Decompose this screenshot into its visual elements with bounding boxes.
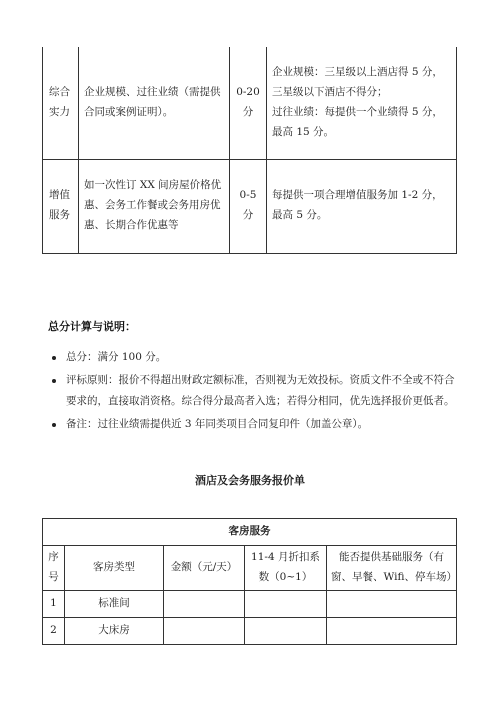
scoring-table: [42, 47, 457, 254]
table-row: [43, 617, 457, 644]
column-header: 11-4 月折扣系数（0~1）: [245, 546, 327, 591]
score-cell: 0-5分: [230, 159, 267, 253]
service-cell[interactable]: [327, 617, 457, 644]
scoring-row: [43, 159, 457, 253]
rule-line: 过往业绩：每提供一个业绩得 5 分，最高 15 分。: [272, 105, 443, 138]
row-number: 2: [43, 617, 65, 644]
criterion-cell: 增值服务: [43, 159, 79, 253]
scoring-row: [43, 47, 457, 159]
list-item: 备注：过往业绩需提供近 3 年同类项目合同复印件（加盖公章）。: [48, 414, 458, 435]
column-header: 金额（元/天）: [164, 546, 245, 591]
rule-cell: [267, 47, 457, 159]
list-item: 评标原则：报价不得超出财政定额标准，否则视为无效投标。资质文件不全或不符合要求的，直接取消资格。综合得分最高者入选；若得分相同，优先选择报价更低者。: [48, 370, 458, 412]
caption-row: [43, 519, 457, 546]
service-cell[interactable]: [327, 590, 457, 617]
amount-cell[interactable]: [164, 617, 245, 644]
amount-cell[interactable]: [164, 590, 245, 617]
discount-cell[interactable]: [245, 617, 327, 644]
rule-cell: [267, 159, 457, 253]
quote-title: 酒店及会务服务报价单: [195, 474, 305, 487]
content-cell: 企业规模、过往业绩（需提供合同或案例证明）。: [79, 47, 230, 159]
table-row: [43, 590, 457, 617]
list-item: 总分：满分 100 分。: [48, 347, 458, 368]
quote-table: [42, 518, 457, 645]
summary-list: [48, 347, 458, 437]
room-type: 大床房: [65, 617, 164, 644]
score-cell: 0-20分: [230, 47, 267, 159]
summary-title: 总分计算与说明：: [48, 320, 136, 333]
row-number: 1: [43, 590, 65, 617]
room-type: 标准间: [65, 590, 164, 617]
discount-cell[interactable]: [245, 590, 327, 617]
content-cell: 如一次性订 XX 间房屋价格优惠、会务工作餐或会务用房优惠、长期合作优惠等: [79, 159, 230, 253]
header-row: [43, 546, 457, 591]
column-header: 能否提供基础服务（有窗、早餐、Wifi、停车场）: [327, 546, 457, 591]
rule-line: 每提供一项合理增值服务加 1-2 分，最高 5 分。: [272, 189, 443, 221]
rule-line: 企业规模：三星级以上酒店得 5 分，三星级以下酒店不得分；: [272, 65, 443, 98]
column-header: 序号: [43, 546, 65, 591]
table-caption: 客房服务: [43, 519, 457, 546]
column-header: 客房类型: [65, 546, 164, 591]
criterion-cell: 综合实力: [43, 47, 79, 159]
